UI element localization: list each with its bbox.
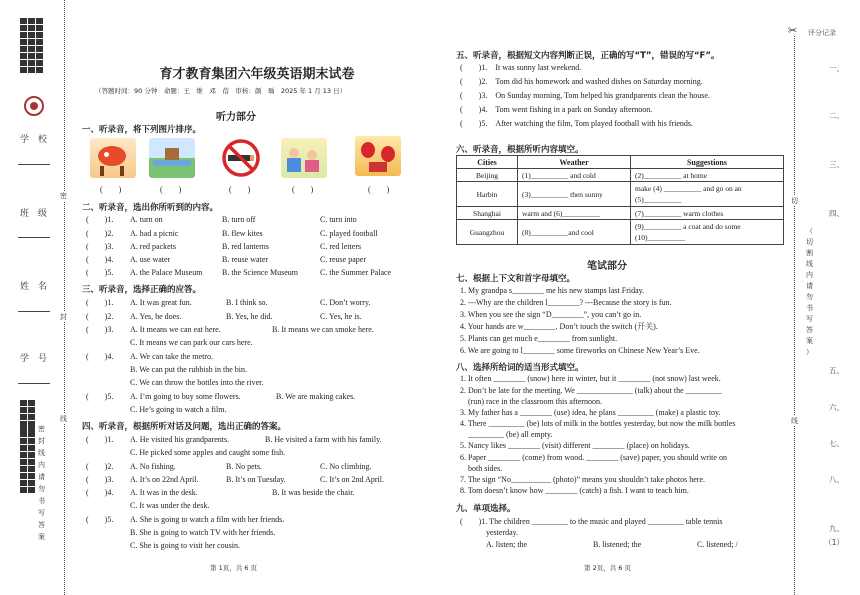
binding-dotted-line bbox=[64, 0, 65, 595]
section-7-heading: 七、根据上下文和首字母填空。 bbox=[456, 274, 576, 284]
s2-q3-number[interactable]: ( )3. bbox=[86, 242, 114, 251]
s4-q2-option-b: B. No pets. bbox=[226, 462, 262, 471]
red-lantern-picture bbox=[355, 136, 401, 176]
cut-notice-char: 书 bbox=[806, 304, 813, 312]
score-label-8[interactable]: 八、 bbox=[829, 475, 844, 484]
school-field-line[interactable] bbox=[18, 164, 50, 165]
city-cell: Guangzhou bbox=[457, 220, 518, 245]
s2-q1-option-c: C. turn into bbox=[320, 215, 357, 224]
s3-q4-option-c: C. We can throw the bottles into the river. bbox=[130, 378, 264, 387]
suggestion-cell[interactable]: make (4) __________ and go on an (5)__________ bbox=[631, 182, 784, 207]
notice-char: 密 bbox=[38, 425, 45, 433]
cut-notice-char: 答 bbox=[806, 326, 813, 334]
notice-char: 书 bbox=[38, 497, 45, 505]
no-smoking-picture bbox=[218, 138, 264, 178]
s8-line-4[interactable]: 4. There _________ (be) lots of milk in the bottles yesterday, but now the milk bottles bbox=[460, 419, 736, 428]
header-weather: Weather bbox=[518, 156, 631, 169]
s4-q5-option-b: B. She is going to watch TV with her friends. bbox=[130, 528, 276, 537]
section-5-heading: 五、听录音，根据短文内容判断正误，正确的写“T”，错误的写“F”。 bbox=[456, 51, 720, 61]
header-cities: Cities bbox=[457, 156, 518, 169]
s2-q4-option-c: C. reuse paper bbox=[320, 255, 366, 264]
table-row bbox=[457, 220, 784, 245]
s3-q2-number[interactable]: ( )2. bbox=[86, 312, 114, 321]
s4-q1-option-c: C. He picked some apples and caught some fish. bbox=[130, 448, 286, 457]
s3-q4-option-b: B. We can put the rubbish in the bin. bbox=[130, 365, 247, 374]
cut-notice-char: ） bbox=[806, 348, 813, 356]
s3-q5-number[interactable]: ( )5. bbox=[86, 392, 114, 401]
s3-q1-option-a: A. It was great fun. bbox=[130, 298, 192, 307]
s4-q2-option-c: C. No climbing. bbox=[320, 462, 372, 471]
s7-item-2[interactable]: 2. ---Why are the children l________? ---Because the story is fun. bbox=[460, 298, 672, 307]
school-logo bbox=[24, 96, 44, 116]
s3-q4-option-a: A. We can take the metro. bbox=[130, 352, 213, 361]
weather-table bbox=[456, 155, 784, 245]
exam-title: 育才教育集团六年级英语期末试卷 bbox=[159, 67, 355, 82]
cut-notice-char: 请 bbox=[806, 282, 813, 290]
s2-q2-option-b: B. flew kites bbox=[222, 229, 263, 238]
student-number-line[interactable] bbox=[18, 383, 50, 384]
s4-q5-option-a: A. She is going to watch a film with her friends. bbox=[130, 515, 285, 524]
s5-item-3[interactable]: ( )3. On Sunday morning, Tom helped his grandparents clean the house. bbox=[460, 91, 710, 100]
notice-char: 案 bbox=[38, 533, 45, 541]
s9-q1-stem[interactable]: ( )1. The children _________ to the music and played _________ table tennis bbox=[460, 517, 723, 526]
s9-q1-option-a[interactable]: A. listen; the bbox=[486, 540, 528, 549]
right-cut-char-xian: 线 bbox=[791, 417, 798, 425]
city-cell: Beijing bbox=[457, 169, 518, 182]
s2-q1-option-b: B. turn off bbox=[222, 215, 256, 224]
score-label-6[interactable]: 六、 bbox=[829, 403, 844, 412]
s8-line-6b[interactable]: both sides. bbox=[460, 464, 503, 473]
s4-q1-option-a: A. He visited his grandparents. bbox=[130, 435, 230, 444]
s3-q3-option-a: A. It means we can eat here. bbox=[130, 325, 221, 334]
score-label-2[interactable]: 二、 bbox=[829, 111, 844, 120]
qr-code-top bbox=[20, 18, 43, 73]
s4-q3-option-c: C. It’s on 2nd April. bbox=[320, 475, 385, 484]
s5-item-5[interactable]: ( )5. After watching the film, Tom played football with his friends. bbox=[460, 119, 694, 128]
s7-item-5[interactable]: 5. Plants can get much e________ from sunlight. bbox=[460, 334, 618, 343]
picture-3-answer-bracket[interactable]: ( ) bbox=[229, 185, 251, 194]
s2-q4-option-b: B. reuse water bbox=[222, 255, 268, 264]
s7-item-6[interactable]: 6. We are going to l________ some fireworks on Chinese New Year’s Eve. bbox=[460, 346, 700, 355]
s3-q2-option-b: B. Yes, he did. bbox=[226, 312, 273, 321]
s8-line-2[interactable]: 2. Don’t be late for the meeting. We ______________ (talk) about the _________ bbox=[460, 386, 722, 395]
page-1-footer: 第 1页，共 6 页 bbox=[210, 564, 257, 572]
header-suggestions: Suggestions bbox=[631, 156, 784, 169]
name-field-label: 姓 名 bbox=[20, 282, 48, 292]
cut-char-feng: 封 bbox=[60, 313, 67, 321]
s5-item-1[interactable]: ( )1. It was sunny last weekend. bbox=[460, 63, 582, 72]
s2-q5-option-b: B. the Science Museum bbox=[222, 268, 298, 277]
picture-4-answer-bracket[interactable]: ( ) bbox=[292, 185, 314, 194]
s8-line-4b[interactable]: _________ (be) all empty. bbox=[460, 430, 553, 439]
s4-q4-number[interactable]: ( )4. bbox=[86, 488, 114, 497]
weather-cell[interactable]: (8)__________and cool bbox=[518, 220, 631, 245]
section-9-heading: 九、单项选择。 bbox=[456, 504, 516, 514]
s3-q5-option-a: A. I’m going to buy some flowers. bbox=[130, 392, 241, 401]
s4-q5-number[interactable]: ( )5. bbox=[86, 515, 114, 524]
s8-line-6[interactable]: 6. Paper ________ (come) from wood. ________ (save) paper, you should write on bbox=[460, 453, 727, 462]
section-1-heading: 一、听录音，将下列图片排序。 bbox=[82, 125, 202, 135]
s4-q3-option-b: B. It’s on Tuesday. bbox=[226, 475, 286, 484]
city-cell: Harbin bbox=[457, 182, 518, 207]
s4-q4-option-c: C. It was under the desk. bbox=[130, 501, 210, 510]
s2-q5-option-a: A. the Palace Museum bbox=[130, 268, 203, 277]
notice-char: 封 bbox=[38, 437, 45, 445]
s9-q1-stem-cont: yesterday. bbox=[486, 528, 519, 537]
student-number-label: 学 号 bbox=[20, 354, 48, 364]
table-row bbox=[457, 169, 784, 182]
s7-item-1[interactable]: 1. My grandpa s________ me his new stamps last Friday. bbox=[460, 286, 645, 295]
s4-q1-number[interactable]: ( )1. bbox=[86, 435, 114, 444]
s2-q2-option-c: C. played football bbox=[320, 229, 378, 238]
s2-q4-option-a: A. use water bbox=[130, 255, 171, 264]
city-cell: Shanghai bbox=[457, 207, 518, 220]
cut-notice-char: 内 bbox=[806, 271, 813, 279]
cut-notice-char: 线 bbox=[806, 260, 813, 268]
s2-q4-number[interactable]: ( )4. bbox=[86, 255, 114, 264]
qr-code-bottom-2 bbox=[20, 424, 35, 493]
s2-q2-number[interactable]: ( )2. bbox=[86, 229, 114, 238]
s2-q5-number[interactable]: ( )5. bbox=[86, 268, 114, 277]
notice-char: 请 bbox=[38, 473, 45, 481]
listening-part-title: 听力部分 bbox=[216, 112, 256, 123]
weather-cell[interactable]: (3)__________ then sunny bbox=[518, 182, 631, 207]
s3-q3-option-b: B. It means we can smoke here. bbox=[272, 325, 374, 334]
s3-q5-option-c: C. He’s going to watch a film. bbox=[130, 405, 227, 414]
s9-q1-option-b[interactable]: B. listened; the bbox=[593, 540, 642, 549]
cut-notice-char: （ bbox=[806, 227, 813, 235]
notice-char: 内 bbox=[38, 461, 45, 469]
s3-q3-number[interactable]: ( )3. bbox=[86, 325, 114, 334]
s8-line-1[interactable]: 1. It often ________ (snow) here in winter, but it ________ (not snow) last week. bbox=[460, 374, 721, 383]
suggestion-cell[interactable]: (7)__________ warm clothes bbox=[631, 207, 784, 220]
s3-q1-number[interactable]: ( )1. bbox=[86, 298, 114, 307]
cut-char-mi: 密 bbox=[60, 192, 67, 200]
s8-line-3[interactable]: 3. My father has a ________ (use) idea, he plans _________ (make) a plastic toy. bbox=[460, 408, 721, 417]
score-label-7[interactable]: 七、 bbox=[829, 439, 844, 448]
suggestion-cell[interactable]: (2)__________ at home bbox=[631, 169, 784, 182]
right-cut-dotted-line bbox=[794, 36, 795, 595]
s8-line-2b[interactable]: (run) race in the classroom this afternoon. bbox=[460, 397, 602, 406]
weather-cell[interactable]: (1)__________ and cold bbox=[518, 169, 631, 182]
score-label-5[interactable]: 五、 bbox=[829, 366, 844, 375]
section-8-heading: 八、选择所给词的适当形式填空。 bbox=[456, 363, 584, 373]
written-part-title: 笔试部分 bbox=[587, 261, 627, 272]
s7-item-4[interactable]: 4. Your hands are w________. Don’t touch the switch (开关). bbox=[460, 322, 658, 331]
cut-notice-char: 勿 bbox=[806, 293, 813, 301]
s2-q5-option-c: C. the Summer Palace bbox=[320, 268, 392, 277]
s4-q2-number[interactable]: ( )2. bbox=[86, 462, 114, 471]
table-header-row bbox=[457, 156, 784, 169]
s4-q4-option-a: A. It was in the desk. bbox=[130, 488, 198, 497]
right-cut-char-qie: 切 bbox=[791, 197, 798, 205]
s2-q3-option-c: C. red letters bbox=[320, 242, 362, 251]
section-2-heading: 二、听录音，选出你所听到的内容。 bbox=[82, 203, 219, 213]
name-field-line[interactable] bbox=[18, 311, 50, 312]
cut-char-xian: 线 bbox=[60, 415, 67, 423]
picture-2-answer-bracket[interactable]: ( ) bbox=[160, 185, 182, 194]
table-row bbox=[457, 182, 784, 207]
cut-notice-char: 写 bbox=[806, 315, 813, 323]
picture-5-answer-bracket[interactable]: ( ) bbox=[368, 185, 390, 194]
table-row bbox=[457, 207, 784, 220]
scissors-icon: ✂ bbox=[788, 24, 798, 37]
weather-cell[interactable]: warm and (6)__________ bbox=[518, 207, 631, 220]
s3-q1-option-c: C. Don’t worry. bbox=[320, 298, 371, 307]
cut-notice-char: 案 bbox=[806, 337, 813, 345]
s3-q2-option-a: A. Yes, he does. bbox=[130, 312, 182, 321]
s4-q3-option-a: A. It’s on 22nd April. bbox=[130, 475, 199, 484]
s2-q2-option-a: A. had a picnic bbox=[130, 229, 179, 238]
s5-item-2[interactable]: ( )2. Tom did his homework and washed dishes on Saturday morning. bbox=[460, 77, 703, 86]
picture-1-answer-bracket[interactable]: ( ) bbox=[100, 185, 122, 194]
s8-line-5[interactable]: 5. Nancy likes ________ (visit) different ________ (place) on holidays. bbox=[460, 441, 690, 450]
score-label-4[interactable]: 四、 bbox=[829, 209, 844, 218]
section-4-heading: 四、听录音，根据所听对话及问题，选出正确的答案。 bbox=[82, 422, 287, 432]
section-6-heading: 六、听录音，根据所听内容填空。 bbox=[456, 145, 584, 155]
school-field-label: 学 校 bbox=[20, 135, 48, 145]
s2-q3-option-b: B. red lanterns bbox=[222, 242, 269, 251]
s2-q1-number[interactable]: ( )1. bbox=[86, 215, 114, 224]
score-label-3[interactable]: 三、 bbox=[829, 160, 844, 169]
s5-item-4[interactable]: ( )4. Tom went fishing in a park on Sunday afternoon. bbox=[460, 105, 653, 114]
s3-q2-option-c: C. Yes, he is. bbox=[320, 312, 362, 321]
s8-line-8[interactable]: 8. Tom doesn’t know how ________ (catch) a fish. I want to teach him. bbox=[460, 486, 689, 495]
s8-line-7[interactable]: 7. The sign “No__________ (photo)” means you shouldn’t take photos here. bbox=[460, 475, 705, 484]
lion-dance-picture bbox=[90, 138, 136, 178]
s3-q1-option-b: B. I think so. bbox=[226, 298, 268, 307]
class-field-label: 班 级 bbox=[20, 209, 48, 219]
page-2-footer: 第 2页，共 6 页 bbox=[584, 564, 631, 572]
score-record-title: 评分记录 bbox=[808, 29, 836, 37]
s4-q2-option-a: A. No fishing. bbox=[130, 462, 176, 471]
s4-q5-option-c: C. She is going to visit her cousin. bbox=[130, 541, 240, 550]
kids-playing-picture bbox=[281, 138, 327, 178]
s4-q1-option-b: B. He visited a farm with his family. bbox=[265, 435, 382, 444]
s4-q4-option-b: B. It was beside the chair. bbox=[272, 488, 355, 497]
score-label-9[interactable]: 九、 bbox=[829, 524, 844, 533]
score-label-9-sub[interactable]: （1） bbox=[824, 538, 844, 547]
s2-q3-option-a: A. red packets bbox=[130, 242, 176, 251]
notice-char: 写 bbox=[38, 509, 45, 517]
cut-notice-char: 切 bbox=[806, 238, 813, 246]
s4-q3-number[interactable]: ( )3. bbox=[86, 475, 114, 484]
notice-char: 答 bbox=[38, 521, 45, 529]
s7-item-3[interactable]: 3. When you see the sign “D________”, you can’t go in. bbox=[460, 310, 642, 319]
notice-char: 线 bbox=[38, 449, 45, 457]
class-field-line[interactable] bbox=[18, 237, 50, 238]
exam-subtitle: （答题时间：90 分钟 命题：王 维 邓 蓓 审核：颜 瑀 2025 年 1 月 13 日） bbox=[95, 87, 347, 95]
section-3-heading: 三、听录音，选择正确的应答。 bbox=[82, 285, 202, 295]
cut-notice-char: 割 bbox=[806, 249, 813, 257]
notice-char: 勿 bbox=[38, 485, 45, 493]
s3-q3-option-c: C. It means we can park our cars here. bbox=[130, 338, 253, 347]
s2-q1-option-a: A. turn on bbox=[130, 215, 163, 224]
river-bridge-picture bbox=[149, 138, 195, 178]
suggestion-cell[interactable]: (9)__________ a coat and do some (10)__________ bbox=[631, 220, 784, 245]
s3-q4-number[interactable]: ( )4. bbox=[86, 352, 114, 361]
s3-q5-option-b: B. We are making cakes. bbox=[276, 392, 356, 401]
s9-q1-option-c[interactable]: C. listened; / bbox=[697, 540, 738, 549]
score-label-1[interactable]: 一、 bbox=[829, 64, 844, 73]
